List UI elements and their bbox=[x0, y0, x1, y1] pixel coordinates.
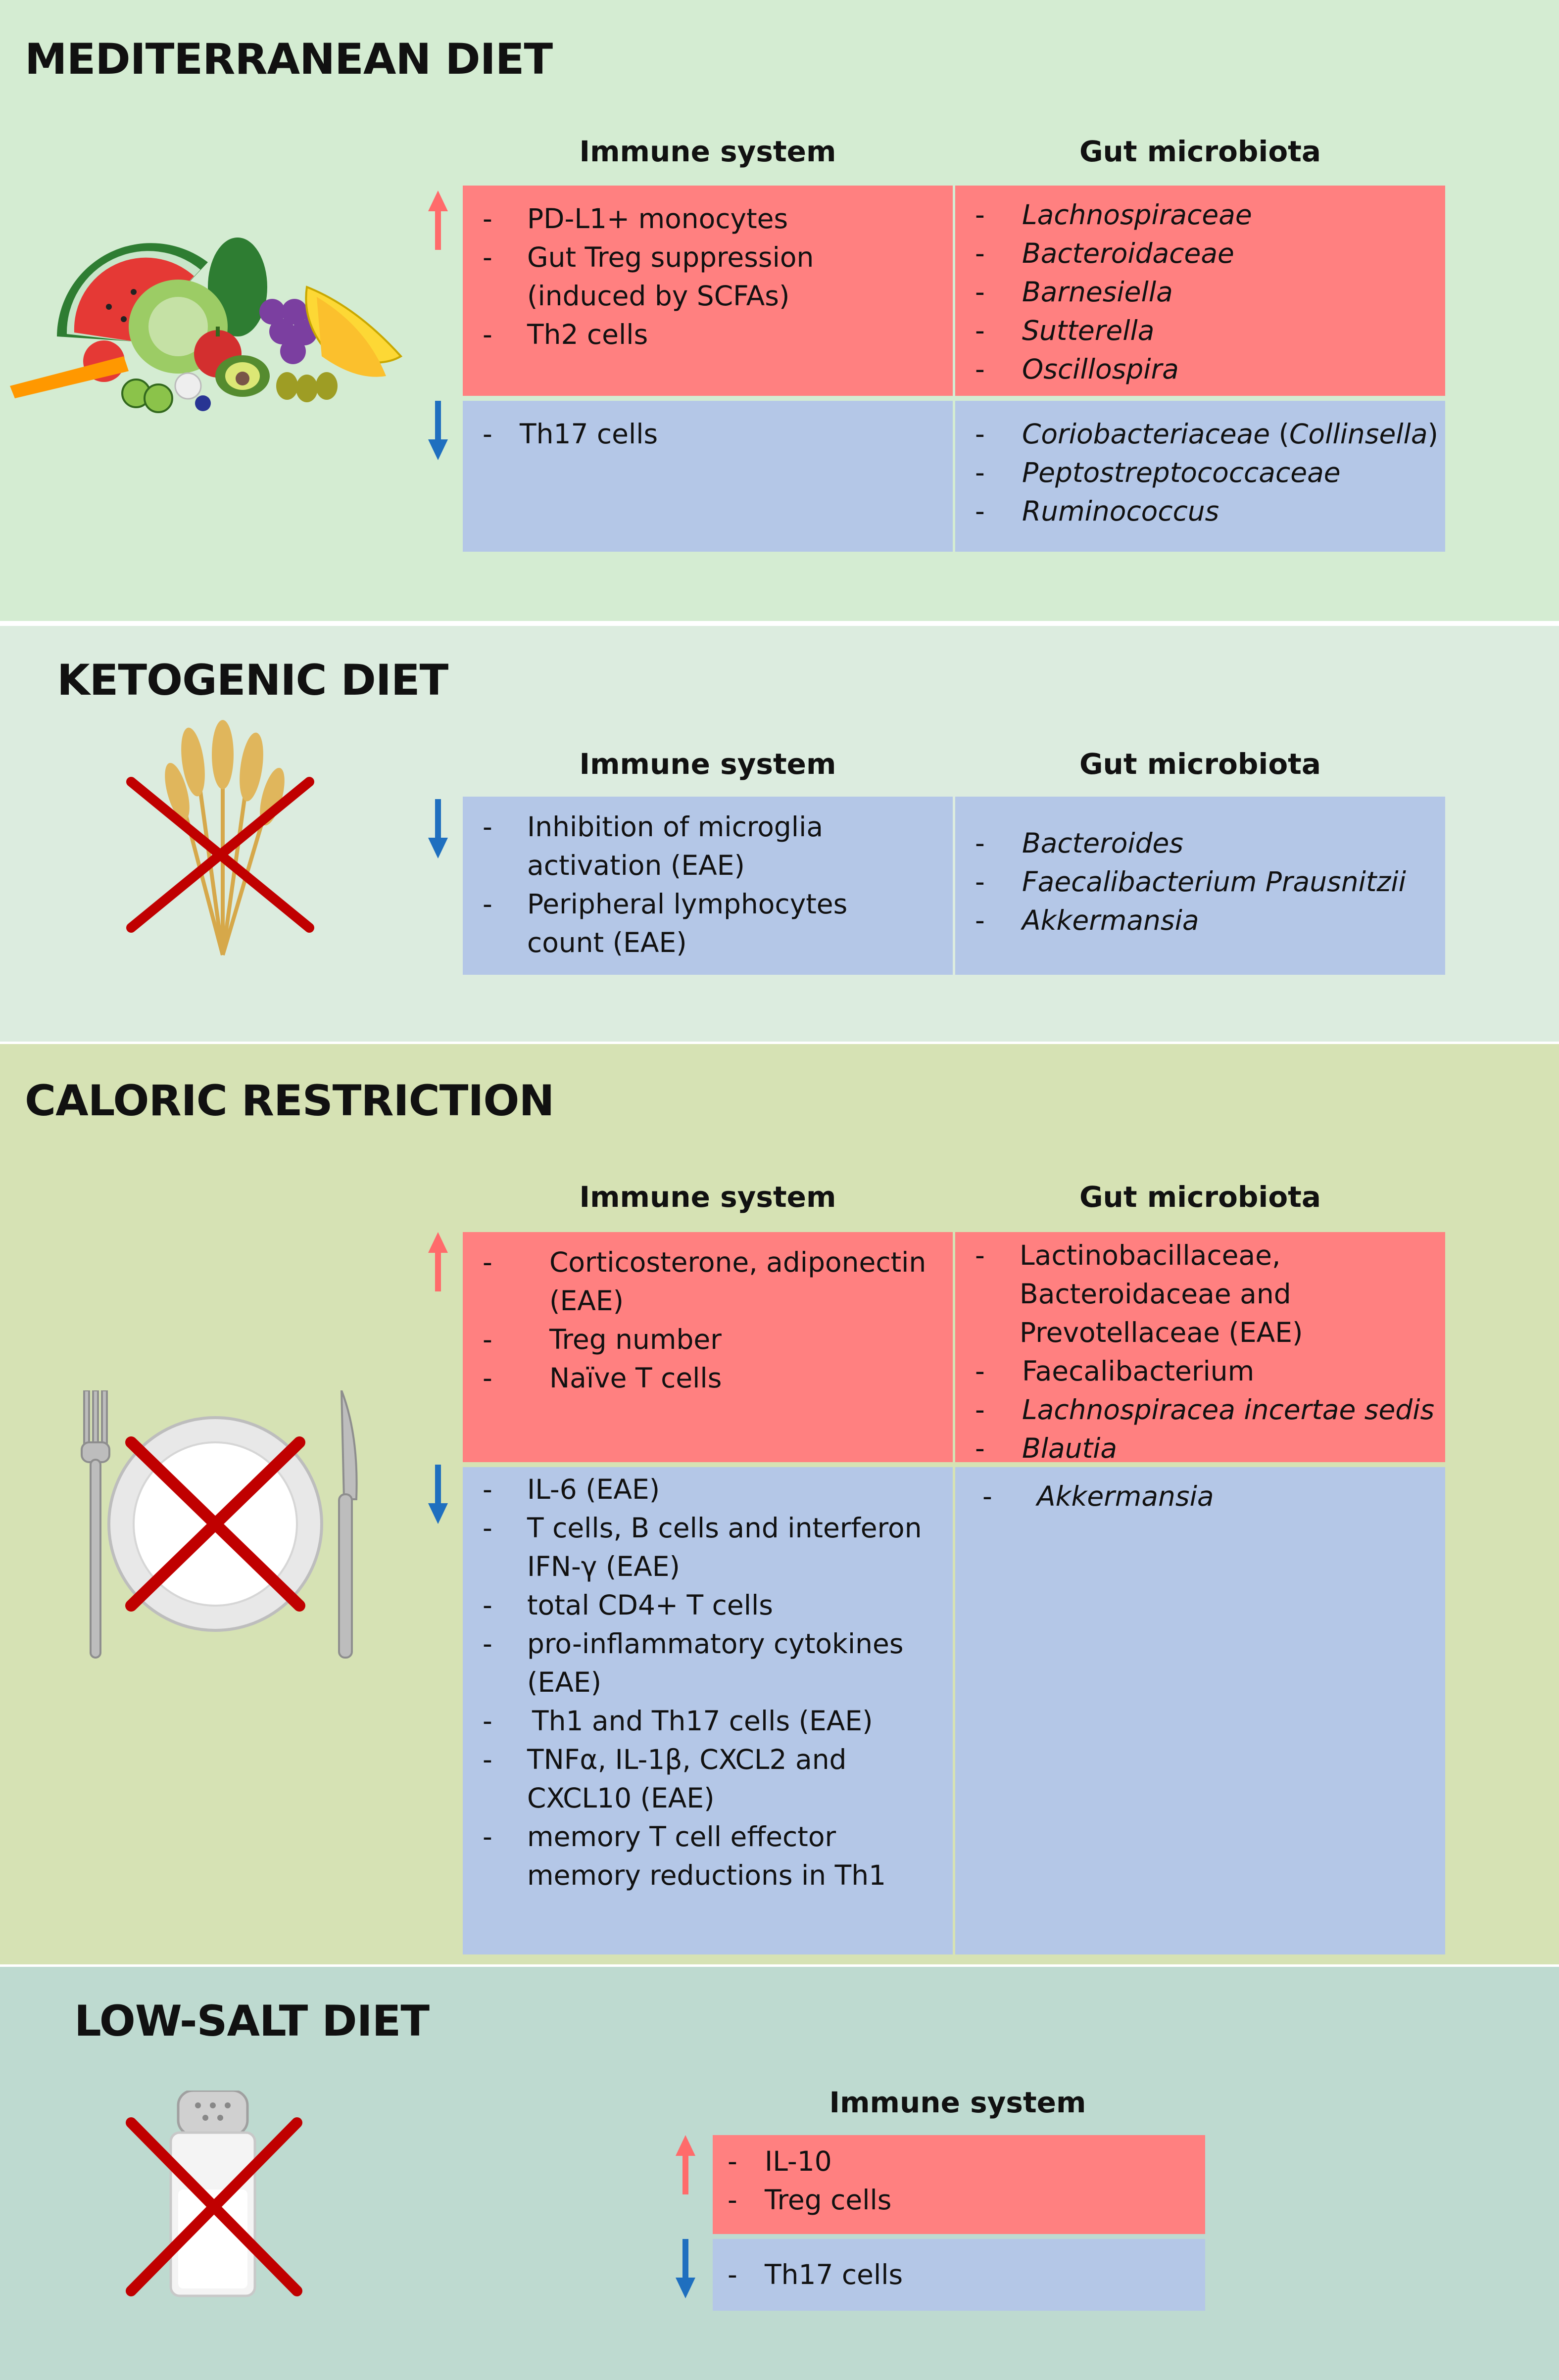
decrease-arrow bbox=[428, 799, 448, 858]
list-item: - TNFα, IL-1β, CXCL2 and CXCL10 (EAE) bbox=[483, 1744, 847, 1814]
list-item: - Peripheral lymphocytes count (EAE) bbox=[483, 888, 848, 958]
immune-header: Immune system bbox=[579, 135, 836, 168]
immune-decrease-cell bbox=[463, 797, 953, 975]
list-item: - Blautia bbox=[975, 1432, 1118, 1464]
list-item: - Lachnospiraceae bbox=[975, 199, 1252, 231]
section-title: LOW-SALT DIET bbox=[74, 1997, 429, 2046]
caloric-section bbox=[0, 1044, 1559, 1964]
list-item: - T cells, B cells and interferon IFN-γ (EAE) bbox=[483, 1512, 922, 1582]
section-title: KETOGENIC DIET bbox=[57, 656, 448, 705]
list-item: - Oscillospira bbox=[975, 353, 1179, 385]
immune-header: Immune system bbox=[579, 1180, 836, 1214]
list-item: - Inhibition of microglia activation (EAE) bbox=[483, 811, 824, 881]
gut-decrease-cell bbox=[955, 401, 1445, 552]
section-title: MEDITERRANEAN DIET bbox=[25, 35, 553, 84]
list-item: - Treg number bbox=[483, 1324, 722, 1355]
list-item: - Faecalibacterium bbox=[975, 1355, 1255, 1387]
immune-header: Immune system bbox=[829, 2086, 1086, 2119]
list-item: - Gut Treg suppression (induced by SCFAs) bbox=[483, 241, 814, 312]
immune-increase-cell bbox=[463, 186, 953, 396]
ketogenic-section bbox=[0, 626, 1559, 1042]
list-item: - pro-inflammatory cytokines (EAE) bbox=[483, 1628, 904, 1698]
list-item: - Sutterella bbox=[975, 315, 1155, 346]
list-item: - Naïve T cells bbox=[483, 1362, 722, 1394]
immune-increase-cell bbox=[463, 1232, 953, 1462]
section-title: CALORIC RESTRICTION bbox=[25, 1076, 554, 1126]
list-item: - Th17 cells bbox=[728, 2259, 903, 2290]
immune-increase-cell bbox=[713, 2135, 1205, 2234]
fruits-vegetables-icon bbox=[10, 208, 416, 416]
gut-decrease-cell bbox=[955, 1467, 1445, 1954]
immune-decrease-cell bbox=[713, 2239, 1205, 2311]
list-item: - IL-6 (EAE) bbox=[483, 1474, 660, 1505]
gut-header: Gut microbiota bbox=[1079, 747, 1321, 781]
salt-shaker-crossed-icon bbox=[124, 2091, 312, 2303]
list-item: - Akkermansia bbox=[975, 904, 1199, 936]
decrease-arrow bbox=[428, 401, 448, 460]
list-item: - total CD4+ T cells bbox=[483, 1589, 773, 1621]
increase-arrow bbox=[428, 190, 448, 250]
increase-arrow bbox=[428, 1232, 448, 1291]
list-item: - Th1 and Th17 cells (EAE) bbox=[483, 1705, 873, 1737]
list-item: - memory T cell effector memory reductions in Th1 bbox=[483, 1821, 886, 1891]
lowsalt-section bbox=[0, 1967, 1559, 2380]
list-item: - Peptostreptococcaceae bbox=[975, 457, 1341, 488]
decrease-arrow bbox=[676, 2239, 695, 2298]
list-item: - Th17 cells bbox=[483, 418, 658, 450]
list-item: - IL-10 bbox=[728, 2145, 832, 2177]
list-item: - Lactinobacillaceae, Bacteroidaceae and Prevotellaceae (EAE) bbox=[975, 1239, 1303, 1348]
immune-header: Immune system bbox=[579, 747, 836, 781]
list-item: - Th2 cells bbox=[483, 319, 648, 350]
gut-header: Gut microbiota bbox=[1079, 135, 1321, 168]
wheat-crossed-icon bbox=[124, 708, 322, 965]
increase-arrow bbox=[676, 2135, 695, 2194]
list-item: - Akkermansia bbox=[982, 1480, 1214, 1512]
list-item: - Corticosterone, adiponectin (EAE) bbox=[483, 1246, 926, 1317]
gut-header: Gut microbiota bbox=[1079, 1180, 1321, 1214]
gut-decrease-cell bbox=[955, 797, 1445, 975]
list-item: - Ruminococcus bbox=[975, 495, 1219, 527]
list-item: - Treg cells bbox=[728, 2184, 892, 2216]
list-item: - Barnesiella bbox=[975, 276, 1173, 308]
list-item: - Bacteroides bbox=[975, 827, 1184, 859]
immune-decrease-cell bbox=[463, 401, 953, 552]
list-item: - Bacteroidaceae bbox=[975, 238, 1234, 269]
mediterranean-section bbox=[0, 0, 1559, 621]
list-item: - Lachnospiracea incertae sedis bbox=[975, 1394, 1435, 1426]
list-item: - PD-L1+ monocytes bbox=[483, 203, 788, 235]
list-item: - Faecalibacterium Prausnitzii bbox=[975, 866, 1406, 898]
plate-crossed-icon bbox=[74, 1390, 371, 1667]
gut-increase-cell bbox=[955, 1232, 1445, 1462]
decrease-arrow bbox=[428, 1465, 448, 1524]
list-item: - Coriobacteriaceae (Collinsella) bbox=[975, 418, 1439, 450]
gut-increase-cell bbox=[955, 186, 1445, 396]
immune-decrease-cell bbox=[463, 1467, 953, 1954]
